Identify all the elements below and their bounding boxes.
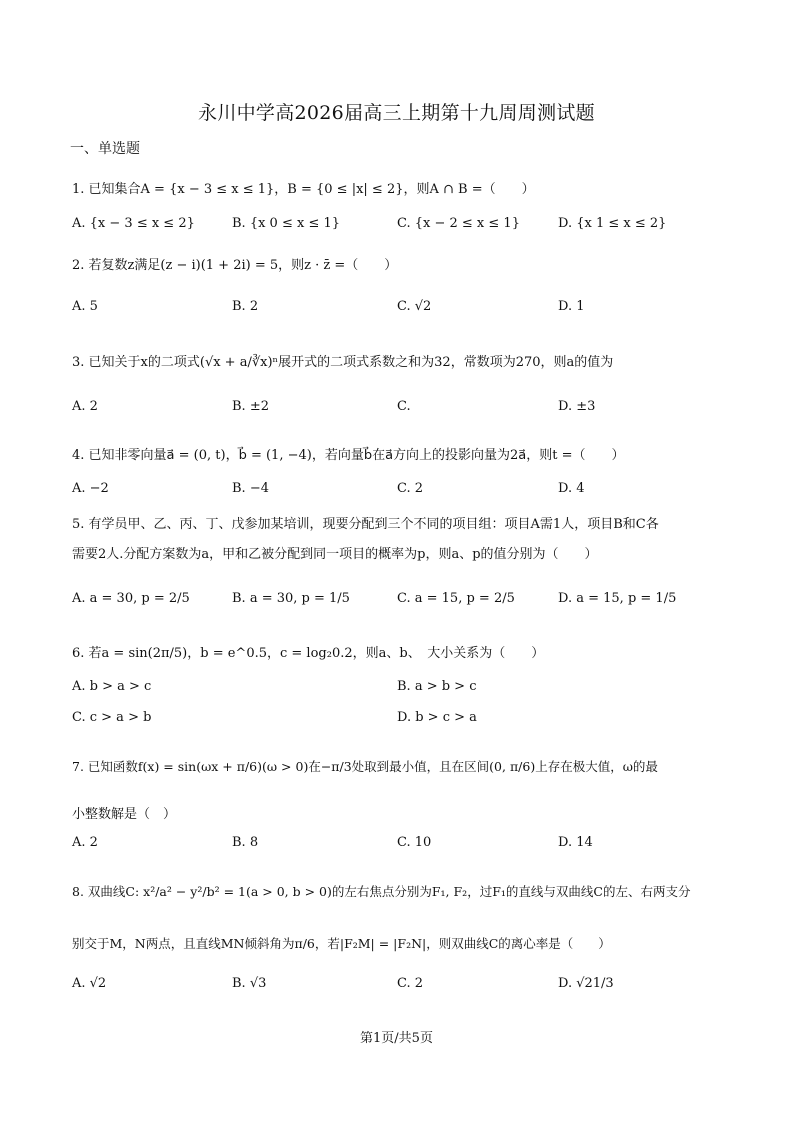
question-5-option-d: D. a = 15, p = 1/5: [558, 591, 677, 606]
question-6-stem: 6. 若a = sin(2π/5)，b = e^0.5，c = log₂0.2，则a、b、 大小关系为（ ）: [72, 646, 545, 661]
question-5-option-c: C. a = 15, p = 2/5: [397, 591, 515, 606]
question-3-stem: 3. 已知关于x的二项式(√x + a/∛x)ⁿ展开式的二项式系数之和为32，常数项为270，则a的值为: [72, 355, 614, 370]
question-5-option-a: A. a = 30, p = 2/5: [72, 591, 190, 606]
question-6-option-c: C. c > a > b: [72, 710, 152, 725]
section-heading: 一、单选题: [70, 141, 140, 157]
question-2-stem: 2. 若复数z满足(z − i)(1 + 2i) = 5，则z · z̄ =（ ）: [72, 258, 398, 273]
question-4-stem: 4. 已知非零向量a⃗ = (0, t)，b⃗ = (1, −4)，若向量b⃗在a⃗方向上的投影向量为2a⃗，则t =（ ）: [72, 448, 625, 463]
question-2-option-d: D. 1: [558, 299, 585, 314]
question-8-option-a: A. √2: [72, 976, 107, 991]
question-3-option-b: B. ±2: [232, 399, 269, 414]
question-1-stem: 1. 已知集合A = {x − 3 ≤ x ≤ 1}，B = {0 ≤ |x| ≤ 2}，则A ∩ B =（ ）: [72, 182, 535, 197]
question-7-option-b: B. 8: [232, 835, 259, 850]
question-1-option-b: B. {x 0 ≤ x ≤ 1}: [232, 216, 341, 231]
question-8-stem-line2: 别交于M，N两点，且直线MN倾斜角为π/6，若|F₂M| = |F₂N|，则双曲线C的离心率是（ ）: [72, 936, 611, 951]
question-4-option-b: B. −4: [232, 481, 269, 496]
question-3-option-c: C.: [397, 399, 411, 414]
question-2-option-c: C. √2: [397, 299, 432, 314]
question-5-stem-line2: 需要2人.分配方案数为a，甲和乙被分配到同一项目的概率为p，则a、p的值分别为（ ）: [72, 547, 598, 562]
question-7-stem: 7. 已知函数f(x) = sin(ωx + π/6)(ω > 0)在−π/3处取到最小值，且在区间(0, π/6)上存在极大值，ω的最: [72, 759, 658, 774]
question-4-option-d: D. 4: [558, 481, 585, 496]
question-3-option-a: A. 2: [72, 399, 98, 414]
question-7-option-d: D. 14: [558, 835, 593, 850]
question-7-stem-line2: 小整数解是（ ）: [72, 807, 177, 822]
question-5-option-b: B. a = 30, p = 1/5: [232, 591, 350, 606]
question-8-stem: 8. 双曲线C: x²/a² − y²/b² = 1(a > 0, b > 0)的左右焦点分别为F₁, F₂，过F₁的直线与双曲线C的左、右两支分: [72, 884, 691, 899]
question-3-option-d: D. ±3: [558, 399, 596, 414]
question-8-option-d: D. √21/3: [558, 976, 614, 991]
question-2-option-b: B. 2: [232, 299, 259, 314]
question-1-option-d: D. {x 1 ≤ x ≤ 2}: [558, 216, 667, 231]
page-footer: 第1页/共5页: [360, 1031, 433, 1046]
question-8-option-b: B. √3: [232, 976, 267, 991]
question-7-option-a: A. 2: [72, 835, 98, 850]
question-6-option-a: A. b > a > c: [72, 679, 152, 694]
question-7-option-c: C. 10: [397, 835, 432, 850]
question-5-stem: 5. 有学员甲、乙、丙、丁、戊参加某培训，现要分配到三个不同的项目组：项目A需1人，项目B和C各: [72, 517, 659, 532]
question-2-option-a: A. 5: [72, 299, 98, 314]
question-1-option-c: C. {x − 2 ≤ x ≤ 1}: [397, 216, 520, 231]
page-title: 永川中学高2026届高三上期第十九周周测试题: [198, 102, 595, 124]
question-6-option-d: D. b > c > a: [397, 710, 477, 725]
question-1-option-a: A. {x − 3 ≤ x ≤ 2}: [72, 216, 195, 231]
question-6-option-b: B. a > b > c: [397, 679, 477, 694]
question-4-option-c: C. 2: [397, 481, 424, 496]
question-8-option-c: C. 2: [397, 976, 424, 991]
question-4-option-a: A. −2: [72, 481, 109, 496]
